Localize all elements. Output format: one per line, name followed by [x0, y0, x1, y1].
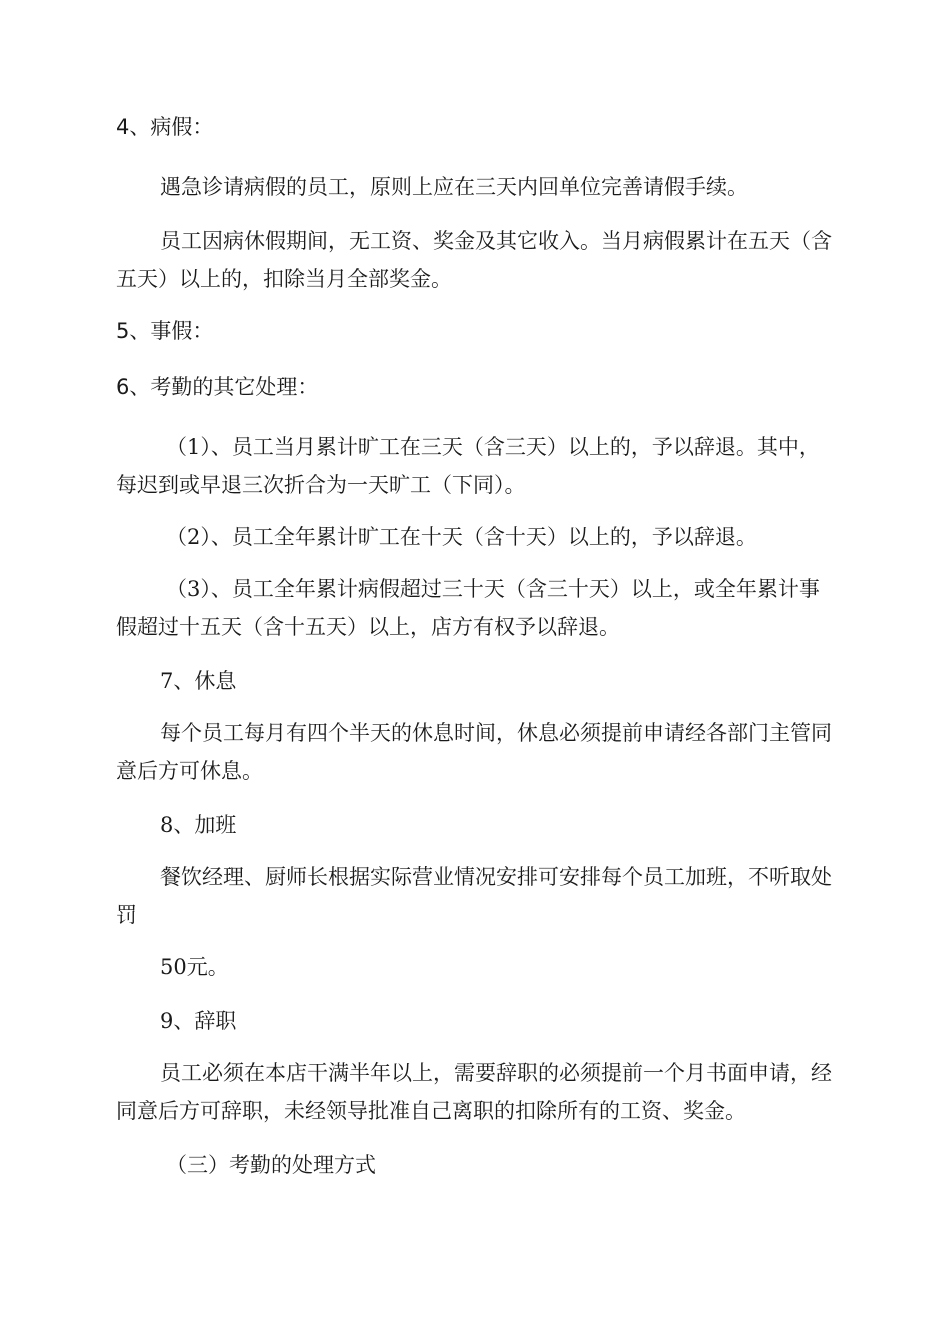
heading-sick-leave: 4、病假： [116, 115, 214, 139]
paragraph-rule-2: （2）、员工全年累计旷工在十天（含十天）以上的，予以辞退。 [166, 525, 757, 549]
paragraph-fine-amount: 50元。 [160, 955, 229, 979]
paragraph-rule-1: （1）、员工当月累计旷工在三天（含三天）以上的，予以辞退。其中，每迟到或早退三次折合为一天旷工（下同）。 [116, 435, 820, 497]
heading-personal-leave: 5、事假： [116, 319, 214, 343]
paragraph-rule-3: （3）、员工全年累计病假超过三十天（含三十天）以上，或全年累计事假超过十五天（含十五天）以上，店方有权予以辞退。 [116, 577, 820, 639]
heading-resignation: 9、辞职 [160, 1009, 237, 1033]
paragraph-sick-leave-pay: 员工因病休假期间，无工资、奖金及其它收入。当月病假累计在五天（含五天）以上的，扣除当月全部奖金。 [116, 229, 832, 291]
paragraph-rest: 每个员工每月有四个半天的休息时间，休息必须提前申请经各部门主管同意后方可休息。 [116, 721, 832, 783]
paragraph-overtime: 餐饮经理、厨师长根据实际营业情况安排可安排每个员工加班，不听取处罚 [116, 865, 832, 927]
heading-rest: 7、休息 [160, 669, 237, 693]
heading-other-attendance: 6、考勤的其它处理： [116, 375, 319, 399]
paragraph-resignation: 员工必须在本店干满半年以上，需要辞职的必须提前一个月书面申请，经同意后方可辞职，未经领导批准自己离职的扣除所有的工资、奖金。 [116, 1061, 832, 1123]
heading-overtime: 8、加班 [160, 813, 237, 837]
document-page [116, 108, 836, 1184]
heading-attendance-handling: （三）考勤的处理方式 [166, 1153, 376, 1177]
paragraph-emergency-sick-leave: 遇急诊请病假的员工，原则上应在三天内回单位完善请假手续。 [160, 175, 748, 199]
